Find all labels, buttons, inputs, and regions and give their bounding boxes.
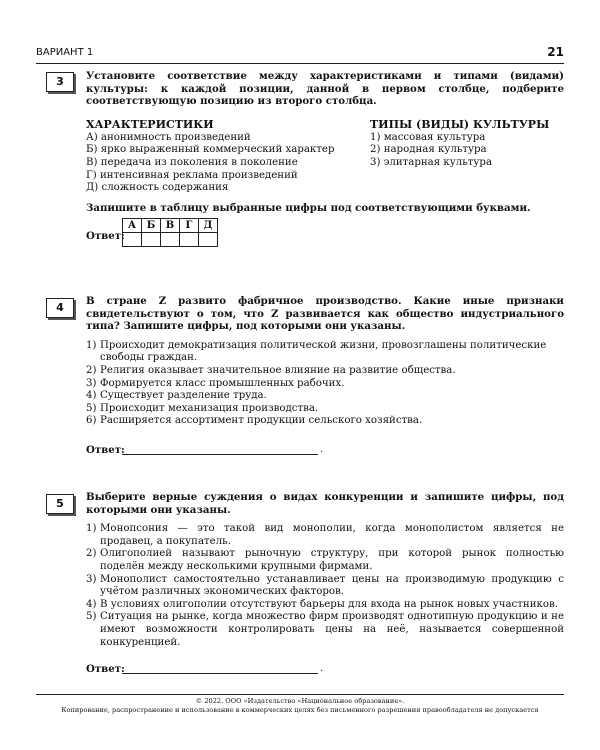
answer-table-row — [86, 218, 564, 252]
table-letter-cell: В — [161, 219, 180, 233]
answer-blank[interactable] — [122, 454, 318, 455]
list-item — [86, 390, 564, 403]
option-number: 1) — [86, 523, 97, 535]
answer-cell[interactable] — [123, 233, 142, 247]
list-item: Д) сложность содержания — [86, 182, 229, 194]
table-instruction: Запишите в таблицу выбранные цифры под соответствующими буквами. — [86, 201, 531, 214]
task-prompt: Установите соответствие между характеристиками и типами (видами) культуры: к каждой позиции, данной в первом столбце, подберите соответствующую позицию из второго столбца. — [86, 70, 564, 108]
option-number: 6) — [86, 415, 97, 427]
option-number: 3) — [86, 377, 97, 389]
task-content — [86, 295, 564, 458]
list-item: А) анонимность произведений — [86, 131, 251, 143]
list-item — [86, 611, 564, 649]
answer-cell[interactable] — [199, 233, 218, 247]
option-text: Расширяется ассортимент продукции сельского хозяйства. — [100, 415, 423, 427]
culture-types-column — [370, 118, 570, 170]
option-number: 5) — [86, 402, 97, 414]
answer-cell[interactable] — [142, 233, 161, 247]
answer-label: Ответ: — [86, 230, 125, 243]
option-number: 4) — [86, 390, 97, 402]
list-item: 2) народная культура — [370, 144, 487, 156]
answer-period: . — [320, 443, 324, 455]
list-item — [86, 403, 564, 416]
answer-line — [86, 663, 564, 677]
answer-period: . — [320, 663, 324, 675]
footer-divider — [36, 694, 564, 695]
list-item: 3) элитарная культура — [370, 156, 493, 168]
answer-blank[interactable] — [122, 673, 318, 674]
list-item — [86, 378, 564, 391]
option-text: Монопсония — это такой вид монополии, когда монополистом является не продавец, а покупатель. — [100, 523, 564, 547]
page-number: 21 — [547, 45, 564, 59]
option-text: Олигополией называют рыночную структуру, при которой рынок полностью поделён между несколькими крупными фирмами. — [100, 548, 564, 572]
list-item: Б) ярко выраженный коммерческий характер — [86, 144, 335, 156]
page-footer — [36, 697, 564, 714]
table-letter-cell: Г — [180, 219, 199, 233]
options-list — [86, 523, 564, 649]
option-number: 2) — [86, 548, 97, 560]
answer-label: Ответ: — [86, 443, 125, 456]
task-prompt: Выберите верные суждения о видах конкуренции и запишите цифры, под которыми они указаны. — [86, 491, 564, 516]
option-number: 4) — [86, 598, 97, 610]
answer-cell[interactable] — [180, 233, 199, 247]
list-item — [86, 415, 564, 428]
header-divider — [36, 63, 564, 64]
task-content — [86, 491, 564, 677]
option-text: Ситуация на рынке, когда множество фирм производят однотипную продукцию и не имеют возможности контролировать цены на неё, называется совершенной конкуренцией. — [100, 611, 564, 648]
option-number: 5) — [86, 611, 97, 623]
task-number-box: 4 — [46, 298, 74, 318]
matching-columns — [86, 117, 564, 194]
option-number: 1) — [86, 339, 97, 351]
answer-table — [122, 218, 218, 247]
answer-label: Ответ: — [86, 663, 125, 676]
column-heading: ХАРАКТЕРИСТИКИ — [86, 117, 214, 131]
option-text: Религия оказывает значительное влияние на развитие общества. — [100, 364, 456, 376]
task-number-box: 5 — [46, 494, 74, 514]
answer-line — [86, 444, 564, 458]
task-number-box: 3 — [46, 72, 74, 92]
answer-cell[interactable] — [161, 233, 180, 247]
list-item: В) передача из поколения в поколение — [86, 156, 298, 168]
list-item: 1) массовая культура — [370, 131, 486, 143]
column-heading: ТИПЫ (ВИДЫ) КУЛЬТУРЫ — [370, 117, 550, 131]
list-item — [86, 523, 564, 548]
copyright-notice: Копирование, распространение и использование в коммерческих целях без письменного разрешения правообладателя не допускается — [61, 705, 539, 714]
table-letter-cell: Б — [142, 219, 161, 233]
list-item: Г) интенсивная реклама произведений — [86, 169, 298, 181]
characteristics-column — [86, 118, 366, 195]
option-text: Монополист самостоятельно устанавливает цены на производимую продукцию с учётом различных экономических факторов. — [100, 573, 564, 598]
task-prompt: В стране Z развито фабричное производство. Какие иные признаки свидетельствуют о том, что Z развивается как общество индустриального типа? Запишите цифры, под которыми они указаны. — [86, 295, 564, 333]
option-number: 2) — [86, 364, 97, 376]
table-letter-cell: Д — [199, 219, 218, 233]
option-text: Формируется класс промышленных рабочих. — [100, 377, 345, 389]
option-number: 3) — [86, 573, 97, 585]
list-item — [86, 340, 564, 365]
page-header — [36, 47, 564, 63]
list-item — [86, 365, 564, 378]
copyright-text: © 2022. ООО «Издательство «Национальное образование». — [195, 697, 405, 705]
list-item — [86, 574, 564, 599]
table-letter-cell: А — [123, 219, 142, 233]
task-content — [86, 70, 564, 252]
variant-label: ВАРИАНТ 1 — [36, 47, 94, 58]
list-item — [86, 599, 564, 612]
option-text: Происходит механизация производства. — [100, 402, 319, 414]
list-item — [86, 548, 564, 573]
option-text: В условиях олигополии отсутствуют барьеры для входа на рынок новых участников. — [100, 598, 558, 610]
option-text: Происходит демократизация политической жизни, провозглашены политические свободы граждан. — [100, 339, 547, 364]
option-text: Существует разделение труда. — [100, 390, 267, 402]
options-list — [86, 340, 564, 428]
